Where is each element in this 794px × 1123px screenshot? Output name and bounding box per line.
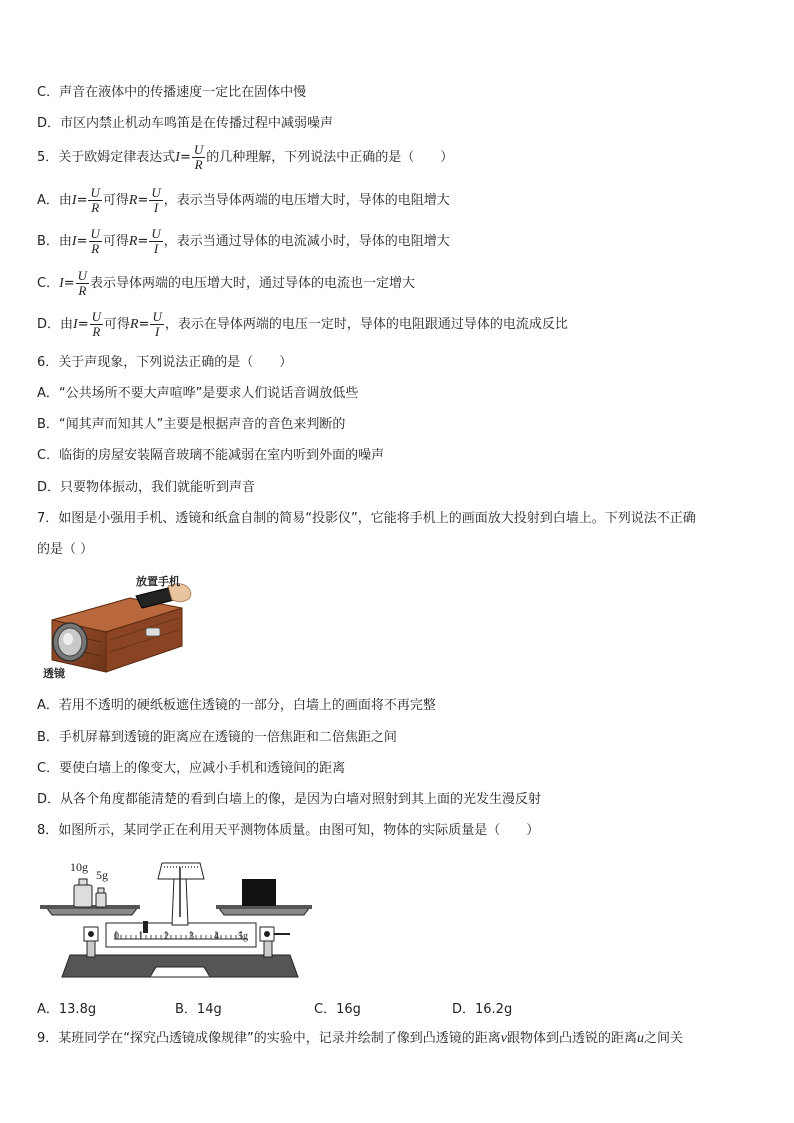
- q8-option-c: C．16g: [314, 1002, 361, 1017]
- q6-option-a: A．“公共场所不要大声喧哗”是要求人们说话音调放低些: [37, 386, 359, 401]
- q7-stem-line2: 的是（ ）: [37, 542, 94, 557]
- scale-mark-3: 3: [189, 931, 194, 942]
- q7-option-a: A．若用不透明的硬纸板遮住透镜的一部分，白墙上的画面将不再完整: [37, 698, 436, 713]
- q5-b-mid: 可得: [102, 234, 129, 249]
- fraction-u-over-i: [149, 227, 162, 256]
- frac-den: R: [194, 157, 203, 172]
- formula-eq: =: [137, 193, 149, 208]
- q6-stem: 6．关于声现象，下列说法正确的是（ ）: [37, 355, 293, 370]
- fraction-u-over-i: [149, 186, 162, 215]
- q9-stem-mid: 跟物体到凸透锐的距离: [506, 1031, 637, 1046]
- q4-option-d: D．市区内禁止机动车鸣笛是在传播过程中减弱噪声: [37, 116, 334, 131]
- q5-d-post: ，表示在导体两端的电压一定时，导体的电阻跟通过导体的电流成反比: [164, 317, 568, 332]
- frac-den: I: [154, 324, 160, 339]
- q7-option-b: B．手机屏幕到透镜的距离应在透镜的一倍焦距和二倍焦距之间: [37, 730, 397, 745]
- q5-a-mid: 可得: [102, 193, 129, 208]
- q5-c-pre: C．: [37, 276, 60, 291]
- fraction-u-over-r: [76, 269, 89, 298]
- formula-R: R: [128, 234, 138, 249]
- figure-label-phone: 放置手机: [136, 575, 180, 588]
- frac-num: U: [91, 309, 101, 324]
- q5-b-pre: B．由: [37, 234, 72, 249]
- scale-mark-5g: 5g: [238, 931, 248, 942]
- frac-num: U: [90, 185, 100, 200]
- q5-stem: [37, 143, 453, 172]
- q5-d-mid: 可得: [103, 317, 130, 332]
- formula-eq: =: [179, 150, 191, 165]
- formula-R: R: [130, 317, 139, 332]
- fraction-u-over-r: [192, 143, 205, 172]
- formula-eq: =: [138, 317, 150, 332]
- weight-label-5g: 5g: [96, 868, 108, 882]
- q8-stem: 8．如图所示，某同学正在利用天平测物体质量。由图可知，物体的实际质量是（ ）: [37, 823, 540, 838]
- formula-eq: =: [77, 317, 89, 332]
- q5-option-c: [37, 269, 415, 298]
- var-v: v: [500, 1031, 507, 1046]
- formula-I: I: [73, 317, 78, 332]
- q7-option-c: C．要使白墙上的像变大，应减小手机和透镜间的距离: [37, 761, 346, 776]
- fraction-u-over-r: [89, 227, 102, 256]
- q5-stem-pre: 5．关于欧姆定律表达式: [37, 150, 176, 165]
- scale-mark-2: 2: [164, 931, 169, 942]
- q6-option-d: D．只要物体振动，我们就能听到声音: [37, 480, 256, 495]
- scale-mark-4: 4: [214, 931, 219, 942]
- frac-num: U: [151, 226, 161, 241]
- formula-eq: =: [137, 234, 149, 249]
- frac-den: I: [153, 200, 159, 215]
- q9-stem-pre: 9．某班同学在“探究凸透镜成像规律”的实验中，记录并绘制了像到凸透镜的距离: [37, 1031, 501, 1046]
- q5-b-post: ，表示当通过导体的电流减小时，导体的电阻增大: [163, 234, 450, 249]
- q6-option-b: B．“闻其声而知其人”主要是根据声音的音色来判断的: [37, 417, 346, 432]
- q8-option-a: A．13.8g: [37, 1002, 97, 1017]
- frac-den: R: [91, 200, 100, 215]
- formula-eq: =: [76, 234, 88, 249]
- q5-stem-post: 的几种理解，下列说法中正确的是（ ）: [206, 150, 454, 165]
- q7-option-d: D．从各个角度都能清楚的看到白墙上的像，是因为白墙对照射到其上面的光发生漫反射: [37, 792, 542, 807]
- formula-I: I: [59, 276, 64, 291]
- q5-a-pre: A．由: [37, 193, 72, 208]
- q9-stem-post: 之间关: [643, 1031, 683, 1046]
- formula-I: I: [71, 234, 77, 249]
- frac-num: U: [151, 185, 161, 200]
- q5-option-b: [37, 227, 450, 256]
- q8-option-b: B．14g: [175, 1002, 222, 1017]
- formula-eq: =: [63, 276, 75, 291]
- q5-option-d: [37, 310, 568, 339]
- q5-d-pre: D．由: [37, 317, 74, 332]
- fraction-u-over-r: [90, 310, 103, 339]
- frac-num: U: [77, 268, 88, 283]
- formula-eq: =: [76, 193, 88, 208]
- frac-num: U: [193, 142, 204, 157]
- q9-stem: [37, 1030, 683, 1048]
- q5-c-post: 表示导体两端的电压增大时，通过导体的电流也一定增大: [90, 276, 416, 291]
- q8-option-d: D．16.2g: [452, 1002, 513, 1017]
- frac-num: U: [90, 226, 100, 241]
- frac-den: R: [78, 283, 87, 298]
- q5-a-post: ，表示当导体两端的电压增大时，导体的电阻增大: [163, 193, 450, 208]
- q5-option-a: [37, 186, 450, 215]
- figure-label-lens: 透镜: [43, 667, 65, 680]
- fraction-u-over-r: [88, 186, 101, 215]
- q4-option-c: C．声音在液体中的传播速度一定比在固体中慢: [37, 85, 307, 100]
- frac-den: I: [153, 241, 159, 256]
- frac-num: U: [152, 309, 162, 324]
- q7-stem-line1: 7．如图是小强用手机、透镜和纸盒自制的简易“投影仪”，它能将手机上的画面放大投射到白墙上。下列说法不正确: [37, 511, 696, 526]
- frac-den: R: [92, 324, 101, 339]
- var-u: u: [636, 1031, 644, 1046]
- q6-option-c: C．临街的房屋安装隔音玻璃不能减弱在室内听到外面的噪声: [37, 448, 385, 463]
- weight-label-10g: 10g: [70, 860, 88, 874]
- formula-I: I: [71, 193, 77, 208]
- scale-mark-1: 1: [138, 931, 143, 942]
- scale-mark-0: 0: [114, 931, 119, 942]
- fraction-u-over-i: [150, 310, 163, 339]
- frac-den: R: [91, 241, 100, 256]
- formula-I: I: [175, 150, 180, 165]
- formula-R: R: [128, 193, 138, 208]
